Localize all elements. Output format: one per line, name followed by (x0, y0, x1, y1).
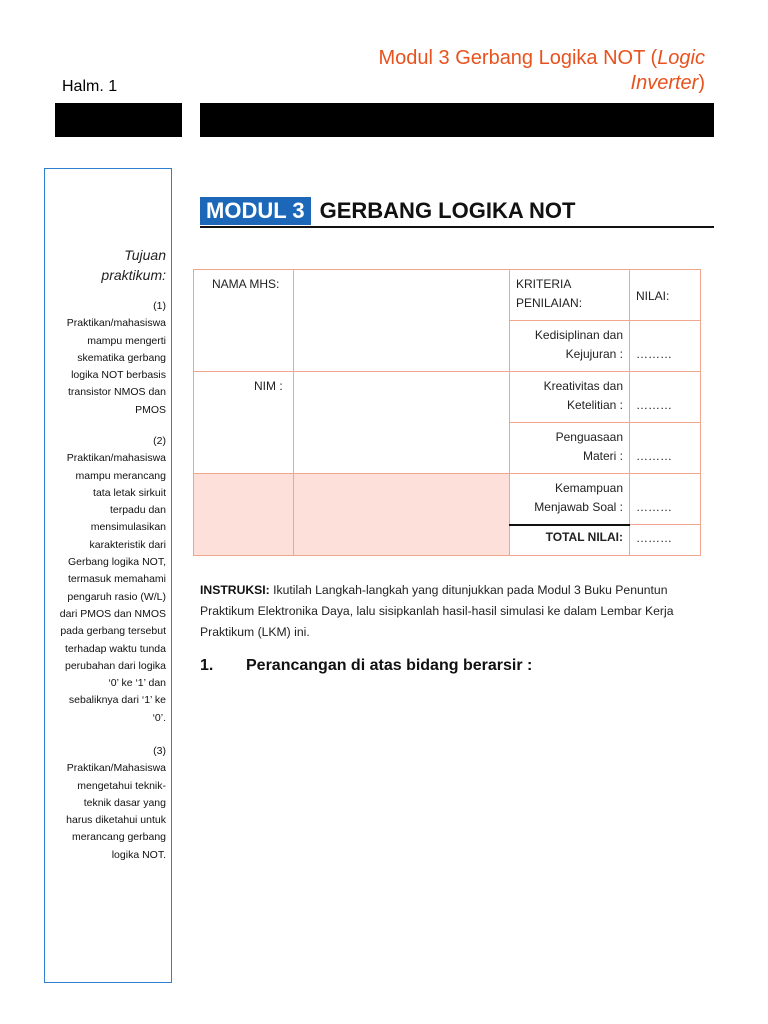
sidebar-title-line1: Tujuan (124, 247, 166, 263)
objective-line: dari PMOS dan NMOS (59, 607, 166, 620)
title-underline (200, 226, 714, 228)
section-heading-1 (200, 657, 532, 675)
objective-line: sebaliknya dari ‘1’ ke (68, 694, 166, 707)
instructions-text: Ikutilah Langkah-langkah yang ditunjukkan pada Modul 3 Buku Penuntun Praktikum Elektronika Daya, lalu sisipkanlah hasil-hasil simulasi ke dalam Lembar Kerja Praktikum (LKM) ini. (200, 583, 674, 639)
objective-line: ‘0’. (152, 711, 166, 724)
objective-3 (46, 743, 166, 864)
score-header-cell (630, 270, 701, 321)
instructions-paragraph (200, 580, 720, 643)
header-bar-left (55, 103, 182, 137)
criteria-label (510, 423, 629, 466)
criteria-header-line2: PENILAIAN: (516, 296, 583, 310)
objective-line: terpadu dan (109, 504, 166, 517)
objective-line: Praktikan/mahasiswa (66, 317, 166, 330)
student-name-input-cell[interactable] (294, 270, 510, 372)
criteria-label (510, 372, 629, 415)
objective-line: Gerbang logika NOT, (67, 556, 166, 569)
objective-line: logika NOT berbasis (71, 369, 166, 382)
objective-line: termasuk memahami (67, 573, 166, 586)
score-value: ……… (636, 347, 672, 361)
header-title-main: Modul 3 Gerbang Logika NOT ( (378, 47, 658, 69)
score-value: ……… (636, 398, 672, 412)
sidebar-objectives-box (44, 168, 172, 983)
score-value-cell[interactable] (630, 423, 701, 474)
criteria-cell (510, 474, 630, 525)
criteria-line2: Materi : (582, 449, 623, 463)
total-label-cell (510, 525, 630, 556)
objective-line: mensimulasikan (90, 521, 166, 534)
total-value: ……… (636, 531, 672, 545)
student-nim-label-cell (194, 372, 294, 474)
criteria-header (510, 270, 629, 313)
criteria-cell (510, 423, 630, 474)
header-bar-right (200, 103, 714, 137)
module-badge: MODUL 3 (200, 197, 311, 225)
score-header: NILAI: (636, 289, 670, 303)
objective-number: (1) (153, 300, 166, 312)
objective-line: tata letak sirkuit (93, 486, 166, 499)
criteria-label (510, 321, 629, 364)
objective-line: ‘0’ ke ‘1’ dan (108, 677, 166, 690)
objective-line: PMOS (135, 403, 166, 416)
score-value-cell[interactable] (630, 474, 701, 525)
sidebar-title (48, 245, 166, 285)
objective-line: pengaruh rasio (W/L) (67, 590, 166, 603)
student-name-label-cell (194, 270, 294, 372)
shaded-cell-middle (294, 474, 510, 556)
criteria-cell (510, 321, 630, 372)
criteria-line1: Kreativitas dan (543, 379, 623, 393)
table-row (194, 372, 701, 423)
objective-1 (46, 298, 166, 419)
objective-line: Praktikan/Mahasiswa (66, 762, 166, 775)
criteria-line2: Menjawab Soal : (534, 500, 623, 514)
criteria-cell (510, 372, 630, 423)
criteria-line1: Penguasaan (555, 430, 623, 444)
criteria-header-cell (510, 270, 630, 321)
module-heading: GERBANG LOGIKA NOT (319, 197, 576, 223)
page-number: Halm. 1 (62, 78, 118, 95)
instructions-label: INSTRUKSI: (200, 583, 270, 597)
document-header-title (250, 46, 705, 96)
objective-line: mampu mengerti (87, 334, 166, 347)
score-value: ……… (636, 449, 672, 463)
assessment-table (193, 269, 701, 556)
criteria-line2: Ketelitian : (566, 398, 623, 412)
total-label: TOTAL NILAI: (545, 529, 623, 544)
criteria-line1: Kemampuan (554, 481, 623, 495)
objective-line: terhadap waktu tunda (65, 642, 166, 655)
objective-line: merancang gerbang (72, 831, 166, 844)
criteria-label (510, 474, 629, 517)
score-value-cell[interactable] (630, 321, 701, 372)
objective-line: perubahan dari logika (65, 659, 166, 672)
total-value-cell[interactable] (630, 525, 701, 556)
objective-number: (3) (153, 745, 166, 757)
objective-2 (46, 433, 166, 727)
table-row (194, 474, 701, 525)
objective-line: harus diketahui untuk (66, 814, 166, 827)
objective-line: pada gerbang tersebut (60, 625, 166, 638)
objective-line: Praktikan/mahasiswa (66, 452, 166, 465)
objective-line: mampu merancang (75, 469, 166, 482)
criteria-line2: Kejujuran : (565, 347, 623, 361)
student-name-label: NAMA MHS: (212, 277, 280, 291)
shaded-cell-left (194, 474, 294, 556)
objective-number: (2) (153, 435, 166, 447)
sidebar-title-line2: praktikum: (101, 267, 166, 283)
score-value: ……… (636, 500, 672, 514)
objective-line: transistor NMOS dan (67, 386, 166, 399)
header-title-close: ) (698, 72, 705, 94)
objective-line: skematika gerbang (77, 351, 166, 364)
criteria-line1: Kedisiplinan dan (534, 328, 623, 342)
section-number: 1. (200, 657, 214, 674)
section-title: Perancangan di atas bidang berarsir : (246, 657, 533, 674)
objective-line: mengetahui teknik- (77, 779, 166, 792)
header-title-italic-1: Logic (657, 47, 705, 69)
table-row (194, 270, 701, 321)
module-title (200, 195, 575, 226)
objective-line: teknik dasar yang (83, 796, 166, 809)
student-nim-input-cell[interactable] (294, 372, 510, 474)
criteria-header-line1: KRITERIA (516, 277, 572, 291)
header-title-italic-2: Inverter (630, 72, 699, 94)
objective-line: karakteristik dari (89, 538, 166, 551)
score-value-cell[interactable] (630, 372, 701, 423)
objective-line: logika NOT. (111, 848, 166, 861)
student-nim-label: NIM : (254, 379, 283, 393)
